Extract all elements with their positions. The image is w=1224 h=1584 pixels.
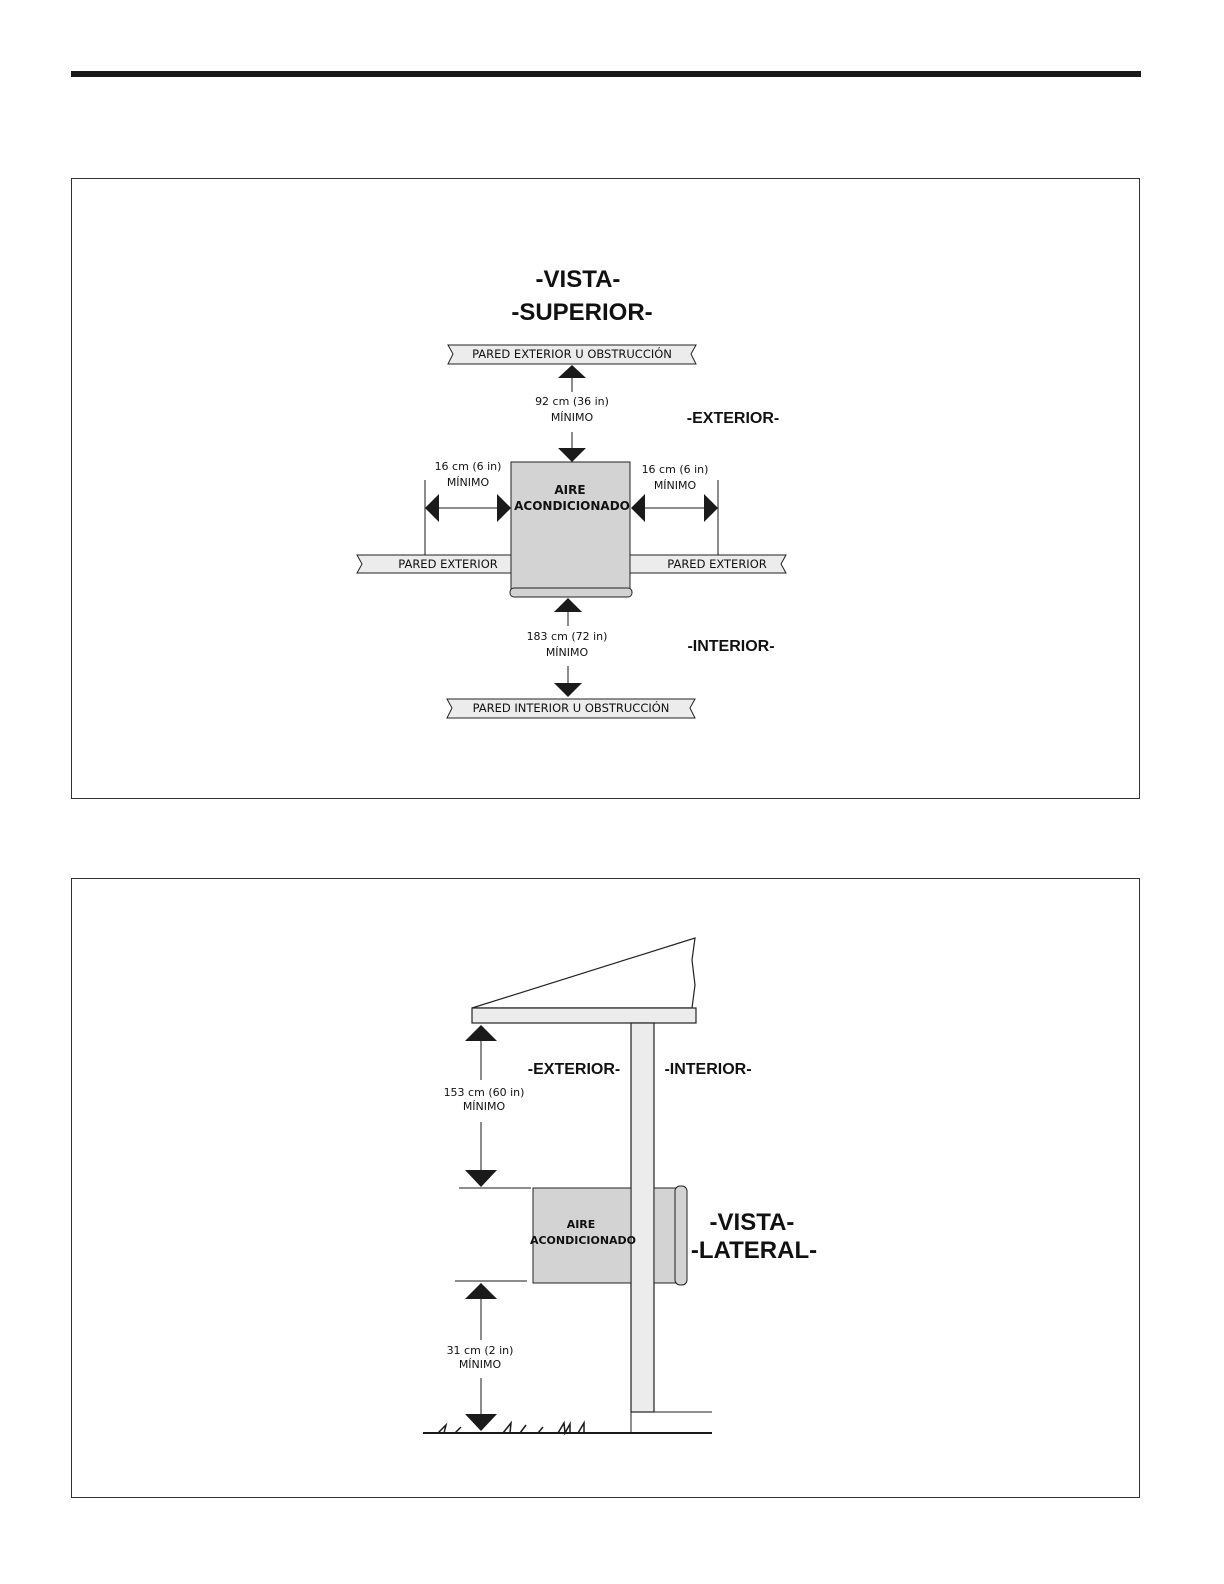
arrow-left-icon (425, 494, 439, 522)
side-exterior-label: -EXTERIOR- (527, 1061, 621, 1078)
arrow-up-icon (465, 1025, 497, 1041)
dim-bottom-value: 31 cm (2 in) (446, 1344, 514, 1357)
arrow-up-icon (558, 365, 586, 378)
top-view-title-line1: -VISTA- (535, 266, 621, 293)
arrow-up-icon (554, 598, 582, 612)
dim-front-min: MÍNIMO (550, 411, 594, 424)
side-unit-line2: ACONDICIONADO (529, 1234, 637, 1247)
inner-obstruction-label: PARED INTERIOR U OBSTRUCCIÓN (472, 701, 670, 715)
dim-bottom-min: MÍNIMO (458, 1358, 502, 1371)
wall-right-label: PARED EXTERIOR (667, 557, 767, 571)
top-unit-line2: ACONDICIONADO (514, 499, 630, 513)
arrow-down-icon (465, 1170, 497, 1187)
dim-front-value: 92 cm (36 in) (535, 395, 609, 408)
arrow-down-icon (554, 683, 582, 697)
dimension-left (425, 460, 511, 555)
arrow-down-icon (465, 1414, 497, 1431)
side-view-diagram (423, 938, 817, 1433)
dim-back-value: 183 cm (72 in) (526, 630, 608, 643)
top-view-diagram (357, 266, 786, 718)
dim-right-value: 16 cm (6 in) (641, 463, 709, 476)
dimension-bottom-clearance (447, 1281, 527, 1431)
outer-obstruction-wall (448, 345, 696, 364)
side-interior-label: -INTERIOR- (664, 1061, 752, 1078)
outer-obstruction-label: PARED EXTERIOR U OBSTRUCCIÓN (472, 347, 672, 361)
dimension-right (631, 463, 718, 555)
wall-left-label: PARED EXTERIOR (398, 557, 498, 571)
arrow-up-icon (465, 1283, 497, 1299)
top-ac-unit (510, 462, 632, 597)
ground-line (423, 1423, 712, 1433)
arrow-left-icon (631, 494, 645, 522)
top-interior-label: -INTERIOR- (687, 638, 775, 655)
dimension-top-clearance (444, 1025, 531, 1188)
dim-left-value: 16 cm (6 in) (434, 460, 502, 473)
dimension-front (535, 365, 609, 462)
dim-back-min: MÍNIMO (545, 646, 589, 659)
top-exterior-label: -EXTERIOR- (686, 410, 780, 427)
inner-obstruction-wall (447, 699, 695, 718)
dim-right-min: MÍNIMO (653, 479, 697, 492)
dim-top-value: 153 cm (60 in) (443, 1086, 525, 1099)
arrow-right-icon (704, 494, 718, 522)
side-unit-line1: AIRE (566, 1218, 596, 1231)
dim-top-min: MÍNIMO (462, 1100, 506, 1113)
side-ac-unit (530, 1186, 687, 1285)
dimension-back (527, 598, 608, 697)
roof (472, 938, 696, 1023)
arrow-right-icon (497, 494, 511, 522)
dim-left-min: MÍNIMO (446, 476, 490, 489)
top-unit-line1: AIRE (554, 483, 586, 497)
arrow-down-icon (558, 448, 586, 462)
top-view-title-line2: -SUPERIOR- (511, 299, 653, 326)
side-view-title-line1: -VISTA- (709, 1209, 795, 1236)
side-view-title-line2: -LATERAL- (690, 1237, 818, 1264)
